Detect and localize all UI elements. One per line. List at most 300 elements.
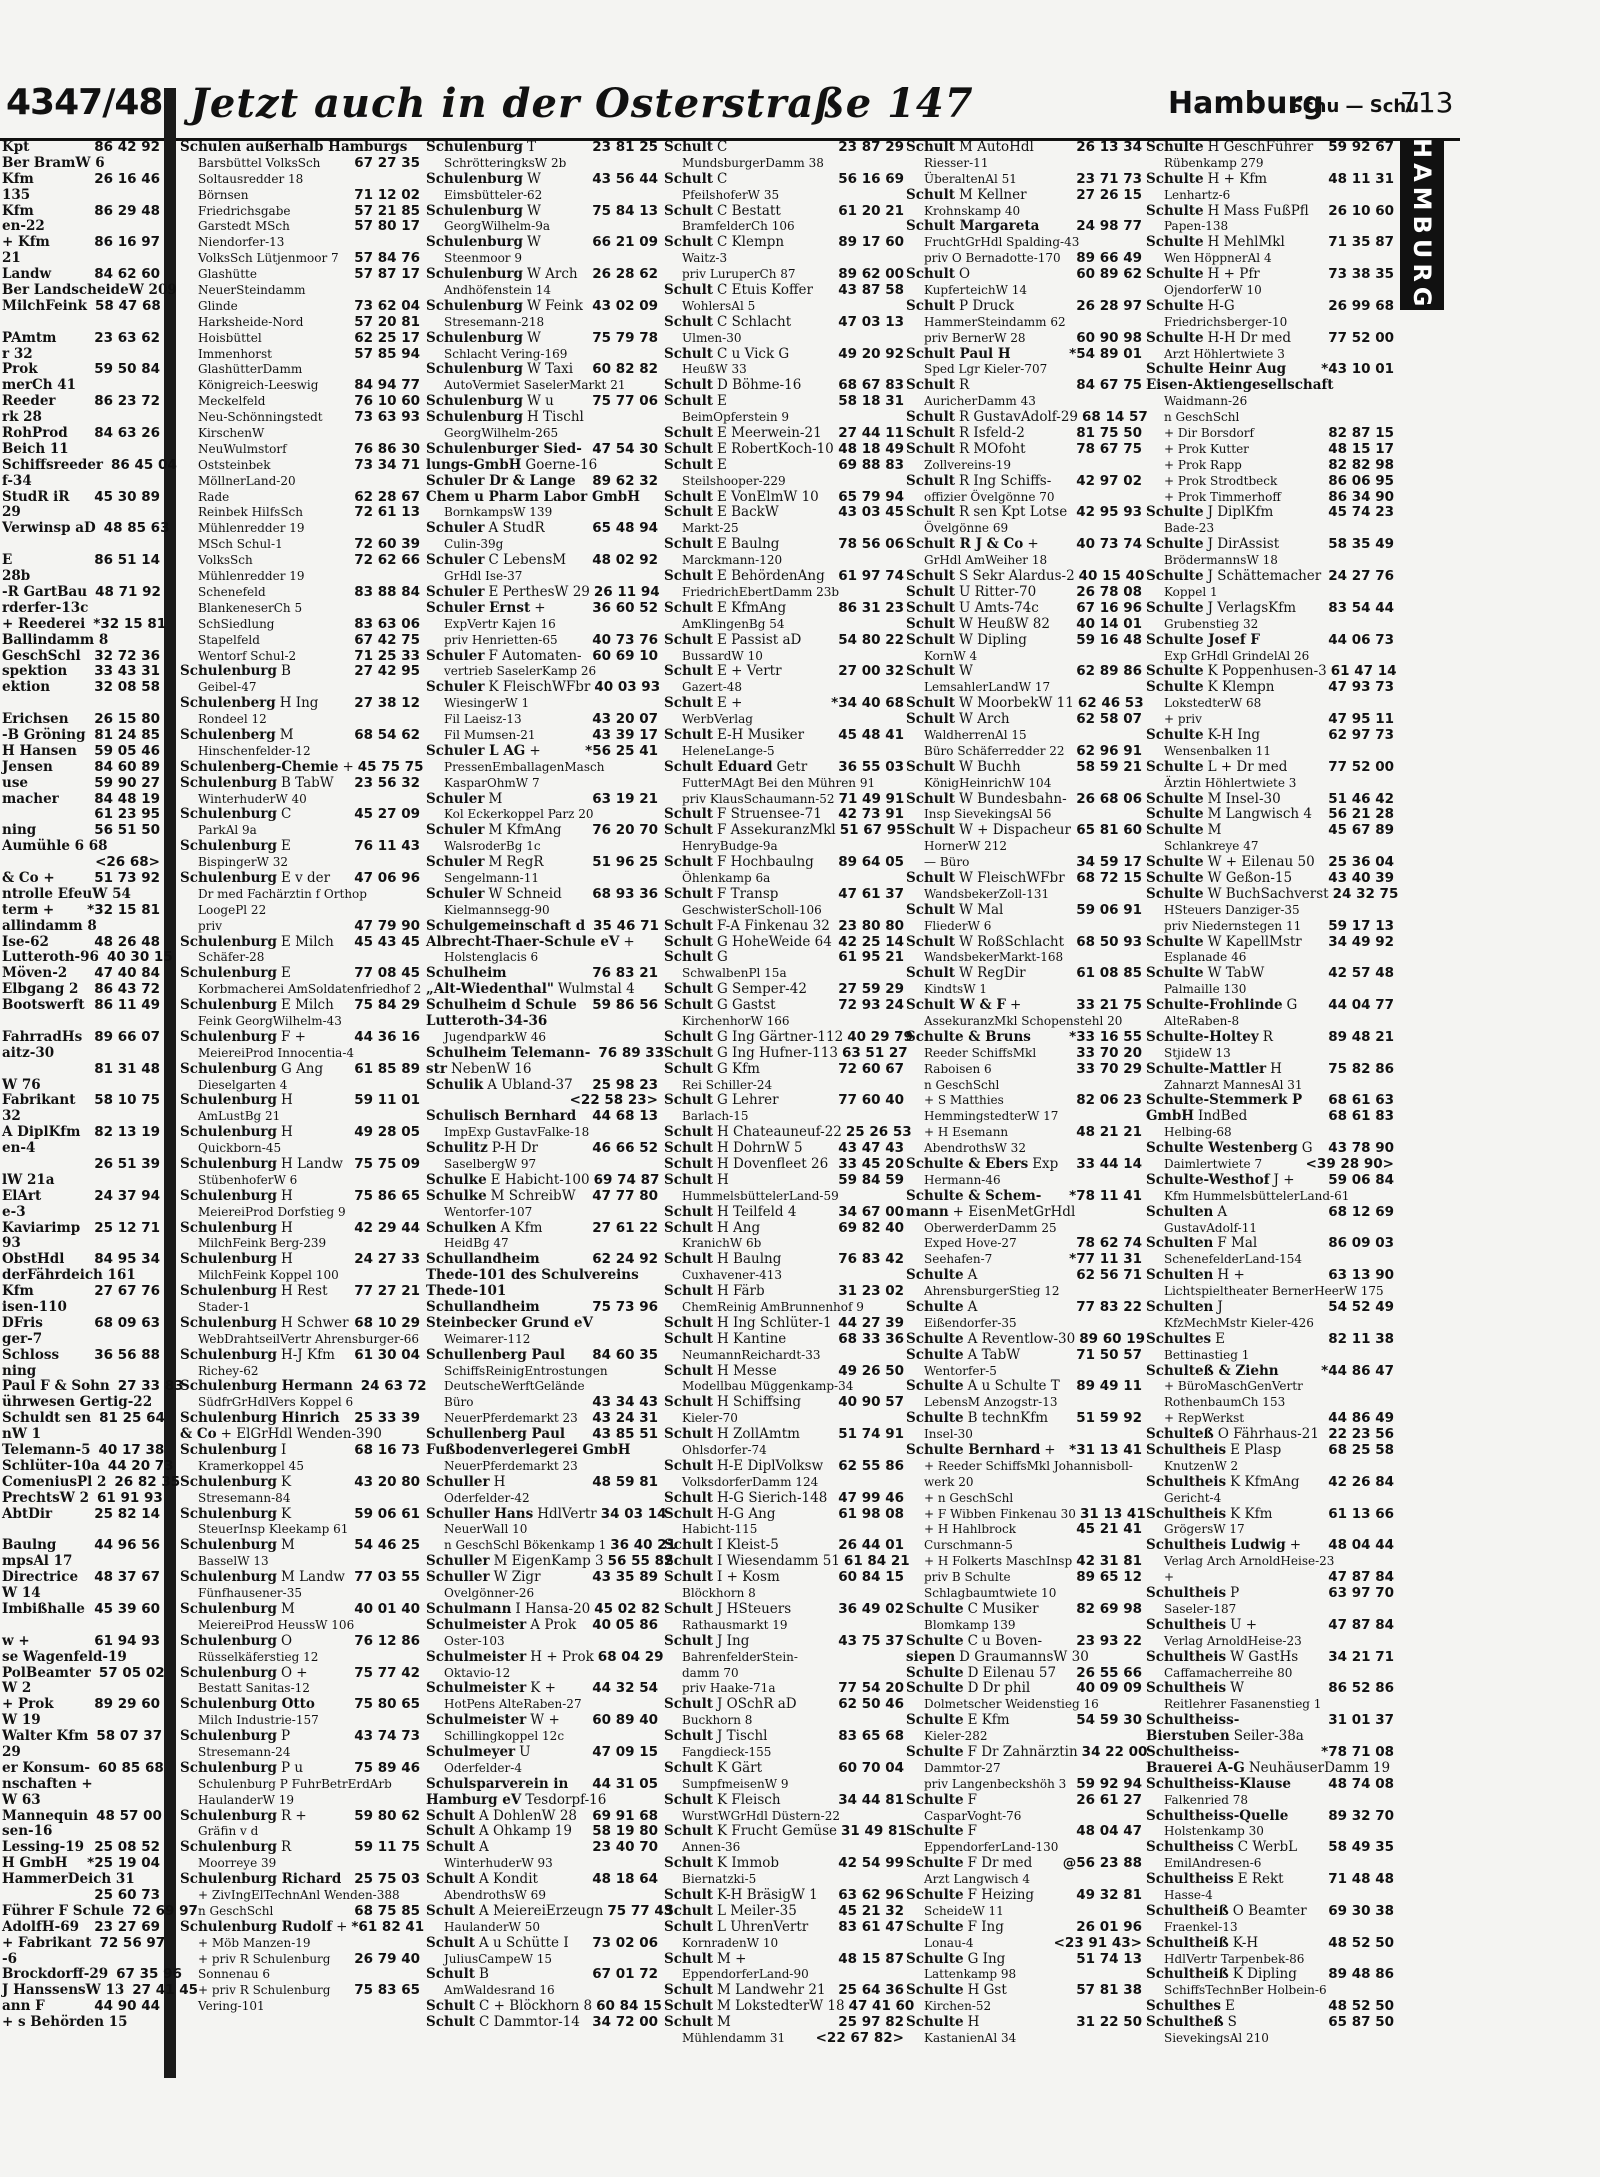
entry-phone: 22 23 56 xyxy=(1328,1426,1394,1443)
directory-entry xyxy=(906,1538,1142,1554)
directory-entry xyxy=(180,680,420,696)
entry-detail: C WerbL xyxy=(1237,1839,1298,1856)
directory-entry xyxy=(180,1936,420,1952)
entry-detail: P xyxy=(1230,1585,1240,1602)
entry-detail: M SchreibW xyxy=(490,1187,576,1204)
entry-detail: P u xyxy=(280,1759,304,1776)
directory-entry xyxy=(426,1681,658,1697)
entry-detail: W HeußW 82 xyxy=(958,615,1050,632)
directory-entry xyxy=(1146,1904,1394,1920)
entry-name: 29 xyxy=(2,1743,21,1760)
entry-name: Schulte xyxy=(1146,663,1204,680)
entry-phone: 82 69 98 xyxy=(1076,1600,1142,1617)
entry-phone: 23 27 69 xyxy=(94,1918,160,1935)
entry-name: Schult xyxy=(906,965,955,982)
entry-name: Schulte xyxy=(1146,568,1204,585)
directory-entry xyxy=(180,378,420,394)
directory-entry xyxy=(426,1600,661,1618)
entry-name: + Fabrikant xyxy=(2,1934,92,1951)
entry-name: Schulik xyxy=(426,1076,484,1093)
entry-detail: F Struensee-71 xyxy=(716,806,822,823)
entry-phone: 67 35 96 xyxy=(116,1966,182,1983)
entry-phone: 59 16 48 xyxy=(1076,631,1142,648)
entry-phone: 42 29 44 xyxy=(354,1219,420,1236)
entry-phone: 48 52 50 xyxy=(1328,1934,1394,1951)
entry-phone: <39 28 90> xyxy=(1305,1156,1394,1172)
entry-phone: 82 06 23 xyxy=(1076,1092,1142,1109)
directory-entry xyxy=(1146,1999,1394,2015)
entry-phone: 59 50 84 xyxy=(94,361,160,378)
entry-phone: 68 16 73 xyxy=(354,1442,420,1459)
directory-entry xyxy=(180,855,420,871)
directory-entry xyxy=(906,1236,1142,1252)
directory-entry xyxy=(2,744,160,760)
entry-name: Schult xyxy=(664,1219,713,1236)
directory-entry xyxy=(1146,1236,1394,1252)
entry-detail: HornerW 212 xyxy=(924,839,1008,854)
directory-entry xyxy=(426,903,658,919)
directory-entry xyxy=(1146,950,1394,966)
directory-entry xyxy=(664,1252,904,1268)
entry-detail: AmKlingenBg 54 xyxy=(682,616,785,631)
entry-name: Schult xyxy=(664,1156,713,1172)
directory-entry xyxy=(1146,490,1394,506)
directory-entry xyxy=(1146,474,1394,490)
directory-entry xyxy=(2,1030,160,1046)
directory-entry xyxy=(2,1759,164,1777)
entry-name: Schult xyxy=(906,869,955,886)
entry-name: Schultheis xyxy=(1146,1505,1227,1522)
entry-name: Schult Margareta xyxy=(906,218,1040,235)
entry-detail: Steilshooper-229 xyxy=(682,473,786,488)
entry-detail: H + Pfr xyxy=(1207,266,1260,283)
entry-phone: 81 24 85 xyxy=(94,726,160,743)
entry-name: Schulte-Westhof xyxy=(1146,1171,1270,1188)
entry-detail: FliederW 6 xyxy=(924,918,992,933)
directory-entry xyxy=(180,1809,420,1825)
entry-detail: H-G Ang xyxy=(716,1505,776,1522)
directory-entry xyxy=(664,188,904,204)
directory-entry xyxy=(906,1475,1142,1491)
directory-entry xyxy=(906,792,1142,808)
entry-phone: 59 11 01 xyxy=(354,1092,420,1109)
entry-phone: 62 46 53 xyxy=(1077,695,1144,712)
thumb-index-tab xyxy=(1400,140,1444,310)
entry-phone: 44 90 44 xyxy=(94,1998,160,2015)
entry-phone: 61 08 85 xyxy=(1076,965,1142,982)
entry-detail: W Arch xyxy=(958,711,1010,728)
directory-entry xyxy=(2,823,160,839)
entry-detail: WinterhuderW 93 xyxy=(444,1856,553,1871)
entry-phone: 68 12 69 xyxy=(1328,1203,1394,1220)
entry-phone: 48 57 00 xyxy=(96,1807,162,1824)
entry-phone: 49 28 05 xyxy=(354,1124,420,1141)
directory-entry xyxy=(664,140,904,156)
entry-phone: 57 21 85 xyxy=(354,202,420,219)
entry-name: ektion xyxy=(2,679,51,696)
entry-phone: 84 60 35 xyxy=(592,1346,658,1363)
directory-entry xyxy=(180,1062,420,1078)
directory-entry xyxy=(180,1522,420,1538)
entry-detail: priv BernerW 28 xyxy=(924,330,1026,345)
entry-detail: Meckelfeld xyxy=(198,394,266,409)
directory-entry xyxy=(664,919,904,935)
entry-name: Schult xyxy=(906,599,955,616)
directory-entry xyxy=(664,792,904,808)
directory-entry xyxy=(180,839,420,855)
directory-entry xyxy=(2,998,160,1014)
entry-name: Schult xyxy=(664,282,713,299)
entry-detail: AmWaldesrand 16 xyxy=(444,1983,555,1998)
directory-entry xyxy=(426,362,658,378)
entry-detail: H Gst xyxy=(967,1982,1007,1999)
entry-detail: HeidBg 47 xyxy=(444,1236,509,1251)
entry-name: Schult xyxy=(664,885,713,902)
directory-entry xyxy=(2,1777,160,1793)
entry-detail: W Dipling xyxy=(958,631,1027,648)
directory-entry xyxy=(906,935,1142,951)
header-name-range: Schu — Schu xyxy=(1290,96,1420,117)
entry-detail: J VerlagsKfm xyxy=(1207,599,1297,616)
entry-name: Schult xyxy=(906,711,955,728)
entry-name: Schultheiß xyxy=(1146,1966,1229,1983)
directory-entry xyxy=(426,1902,674,1920)
entry-detail: Schlacht Vering-169 xyxy=(444,346,568,361)
entry-phone: 43 87 58 xyxy=(838,282,904,299)
entry-detail: E Meerwein-21 xyxy=(716,425,822,442)
directory-entry xyxy=(664,1952,904,1968)
entry-detail: H ZollAmtm xyxy=(716,1426,800,1443)
directory-entry xyxy=(1146,458,1394,474)
directory-entry xyxy=(180,1046,420,1062)
entry-phone: 24 63 72 xyxy=(360,1378,427,1395)
entry-name: Schulenburg xyxy=(180,1314,277,1331)
entry-name: Schult xyxy=(906,663,955,680)
directory-entry xyxy=(664,1109,904,1125)
entry-detail: Oderfelder-42 xyxy=(444,1490,530,1505)
entry-phone: 86 29 48 xyxy=(94,202,160,219)
entry-phone: 62 24 92 xyxy=(592,1251,658,1268)
entry-detail: Reinbek HilfsSch xyxy=(198,505,303,520)
directory-entry xyxy=(664,283,904,299)
entry-detail: K Frucht Gemüse xyxy=(716,1823,838,1840)
entry-name: aitz-30 xyxy=(2,1044,55,1061)
directory-entry xyxy=(2,1014,160,1030)
entry-phone: 44 32 54 xyxy=(592,1680,658,1697)
entry-phone: *34 40 68 xyxy=(831,695,904,712)
directory-entry xyxy=(1146,1157,1394,1173)
entry-name: Schult xyxy=(664,1600,713,1617)
directory-entry xyxy=(664,2031,904,2047)
entry-name: Schult xyxy=(664,695,713,712)
entry-detail: Culin-39g xyxy=(444,537,504,552)
directory-entry xyxy=(426,601,658,617)
directory-entry xyxy=(426,1030,658,1046)
directory-entry xyxy=(180,553,420,569)
entry-detail: Blomkamp 139 xyxy=(924,1617,1016,1632)
directory-entry xyxy=(664,712,904,728)
directory-entry xyxy=(1146,1697,1394,1713)
entry-detail: G Lehrer xyxy=(716,1092,779,1109)
directory-entry xyxy=(906,1936,1142,1952)
directory-entry xyxy=(906,1125,1142,1141)
entry-name: Schulenburg Hermann xyxy=(180,1378,353,1395)
directory-entry xyxy=(906,617,1142,633)
directory-entry xyxy=(906,458,1142,474)
directory-entry xyxy=(180,1777,420,1793)
directory-entry xyxy=(1146,1379,1394,1395)
directory-entry xyxy=(2,696,160,712)
entry-detail: LokstedterW 68 xyxy=(1164,696,1262,711)
entry-detail: Wentorfer-107 xyxy=(444,1204,533,1219)
entry-name: Schuler xyxy=(426,679,485,696)
entry-detail: J Schättemacher xyxy=(1207,568,1322,585)
entry-name: Schulenburg xyxy=(180,663,277,680)
directory-entry xyxy=(1146,1634,1394,1650)
directory-entry xyxy=(664,1522,904,1538)
entry-phone: 40 15 40 xyxy=(1078,568,1145,585)
directory-entry xyxy=(664,1284,904,1300)
entry-name: Schulte xyxy=(1146,170,1204,187)
entry-detail: BasselW 13 xyxy=(198,1554,269,1569)
entry-phone: 59 06 91 xyxy=(1076,901,1142,918)
entry-phone: 23 81 25 xyxy=(592,139,658,155)
entry-detail: E KfmAng xyxy=(716,599,787,616)
directory-entry xyxy=(426,696,658,712)
directory-entry xyxy=(664,1044,908,1062)
entry-name: Schulenburg xyxy=(180,1219,277,1236)
entry-phone: 43 85 51 xyxy=(592,1426,658,1443)
directory-entry xyxy=(426,887,658,903)
directory-entry xyxy=(906,744,1142,760)
entry-detail: C Etuis Koffer xyxy=(716,282,813,299)
entry-phone: 60 69 10 xyxy=(592,647,658,664)
directory-entry xyxy=(1146,1443,1394,1459)
entry-detail: W BuchSachverst xyxy=(1207,885,1329,902)
entry-name: -6 xyxy=(2,1950,17,1967)
directory-entry xyxy=(664,378,904,394)
directory-entry xyxy=(664,1745,904,1761)
directory-entry xyxy=(906,568,1145,585)
entry-phone: 61 47 14 xyxy=(1330,663,1397,680)
entry-detail: Habicht-115 xyxy=(682,1522,758,1537)
entry-detail: O xyxy=(280,1632,293,1649)
entry-name: Schulte Bernhard xyxy=(906,1442,1041,1459)
directory-entry xyxy=(906,1014,1142,1030)
entry-phone: 72 93 24 xyxy=(838,997,904,1014)
entry-name: Lessing-19 xyxy=(2,1839,85,1856)
entry-phone: 54 52 49 xyxy=(1328,1299,1394,1316)
header-city: Hamburg xyxy=(1168,86,1324,121)
entry-detail: + xyxy=(342,758,354,775)
directory-entry xyxy=(664,315,904,331)
directory-entry xyxy=(906,299,1142,315)
directory-entry xyxy=(906,1809,1142,1825)
directory-entry xyxy=(426,1505,667,1523)
entry-name: Schulenburg xyxy=(426,234,523,251)
entry-phone: 36 49 02 xyxy=(838,1600,904,1617)
entry-name: Schult xyxy=(906,790,955,807)
directory-entry xyxy=(906,553,1142,569)
entry-detail: + Prok Strodtbeck xyxy=(1164,473,1278,488)
entry-name: Ber BramW 6 xyxy=(2,154,105,171)
entry-detail: D GraumannsW 30 xyxy=(959,1648,1089,1665)
entry-detail: Soltausredder 18 xyxy=(198,171,304,186)
directory-entry xyxy=(906,537,1142,553)
entry-phone: 60 89 40 xyxy=(592,1712,658,1729)
directory-entry xyxy=(906,1888,1142,1904)
directory-entry xyxy=(664,410,904,426)
entry-detail: SumpfmeisenW 9 xyxy=(682,1776,789,1791)
entry-detail: U Ritter-70 xyxy=(958,583,1037,600)
entry-name: Schulte xyxy=(1146,536,1204,553)
directory-entry xyxy=(664,1028,913,1046)
entry-name: Chem u Pharm Labor GmbH xyxy=(426,488,640,505)
directory-entry xyxy=(906,1554,1142,1570)
directory-entry xyxy=(180,776,420,792)
directory-entry xyxy=(1146,1538,1394,1554)
entry-detail: E RobertKoch-10 xyxy=(716,440,834,457)
entry-detail: Oderfelder-4 xyxy=(444,1760,522,1775)
entry-name: ührwesen Gertig-22 xyxy=(2,1394,153,1411)
directory-entry xyxy=(2,1364,160,1380)
directory-entry xyxy=(180,1443,420,1459)
entry-detail: KasparOhmW 7 xyxy=(444,775,540,790)
entry-detail: M EigenKamp 3 xyxy=(493,1553,604,1570)
directory-entry xyxy=(2,1934,166,1952)
directory-entry xyxy=(180,1078,420,1094)
directory-entry xyxy=(2,140,160,156)
entry-phone: 61 94 93 xyxy=(94,1632,160,1649)
directory-entry xyxy=(906,680,1142,696)
entry-phone: 68 10 29 xyxy=(354,1314,420,1331)
entry-detail: K-H BräsigW 1 xyxy=(716,1886,818,1903)
directory-entry xyxy=(906,409,1148,426)
entry-detail: Ohlsdorfer-74 xyxy=(682,1443,767,1458)
entry-name: Schult xyxy=(664,1092,713,1109)
entry-phone: 45 39 60 xyxy=(94,1600,160,1617)
entry-detail: W Taxi xyxy=(526,361,574,378)
entry-detail: E + Vertr xyxy=(716,663,782,680)
directory-entry xyxy=(1146,998,1394,1014)
entry-name: PAmtm xyxy=(2,329,57,346)
entry-detail: Hermann-46 xyxy=(924,1172,1001,1187)
entry-name: Schult xyxy=(664,1982,713,1999)
entry-name: Schult xyxy=(664,1950,713,1967)
directory-entry xyxy=(426,1648,664,1666)
directory-entry xyxy=(2,1093,160,1109)
entry-phone: 77 54 20 xyxy=(838,1680,904,1697)
directory-entry xyxy=(664,1395,904,1411)
entry-detail: BlankeneserCh 5 xyxy=(198,600,303,615)
entry-detail: Fil Mumsen-21 xyxy=(444,727,536,742)
directory-entry xyxy=(426,1586,658,1602)
entry-detail: Fil Laeisz-13 xyxy=(444,712,522,727)
directory-entry xyxy=(906,283,1142,299)
entry-detail: G Ing Hufner-113 xyxy=(716,1044,838,1061)
entry-detail: EppendorferLand-130 xyxy=(924,1840,1059,1855)
directory-entry xyxy=(2,1793,160,1809)
directory-entry xyxy=(426,2015,658,2031)
entry-detail: H Ang xyxy=(716,1219,761,1236)
entry-phone: 75 84 13 xyxy=(592,202,658,219)
directory-entry xyxy=(426,442,658,458)
entry-phone: 44 31 05 xyxy=(592,1775,658,1792)
directory-entry xyxy=(1146,1570,1394,1586)
entry-name: Schulisch Bernhard xyxy=(426,1108,577,1125)
entry-phone: 65 81 60 xyxy=(1076,822,1142,839)
directory-entry xyxy=(180,1618,420,1634)
directory-entry xyxy=(2,537,160,553)
directory-entry xyxy=(2,776,160,792)
entry-name: DFris xyxy=(2,1314,43,1331)
entry-detail: WandsbekerMarkt-168 xyxy=(924,950,1064,965)
directory-entry xyxy=(1146,521,1394,537)
entry-phone: 61 97 74 xyxy=(838,568,904,585)
entry-phone: 58 18 31 xyxy=(838,393,904,410)
entry-detail: MSch Schul-1 xyxy=(198,537,283,552)
directory-entry xyxy=(2,1538,160,1554)
entry-phone: 31 22 50 xyxy=(1076,2014,1142,2031)
entry-phone: 48 15 17 xyxy=(1328,440,1394,457)
directory-entry xyxy=(426,1856,658,1872)
entry-detail: Schulenburg P FuhrBetrErdArb xyxy=(198,1776,392,1791)
directory-entry xyxy=(2,1109,160,1125)
entry-detail: Weimarer-112 xyxy=(444,1331,531,1346)
entry-name: Schulte xyxy=(906,1886,964,1903)
entry-phone: 33 45 20 xyxy=(838,1156,904,1172)
directory-entry xyxy=(1146,172,1394,188)
entry-detail: M xyxy=(1207,822,1222,839)
entry-detail: + F Wibben Finkenau 30 xyxy=(924,1506,1076,1521)
entry-name: Schulte xyxy=(1146,758,1204,775)
entry-name: W 14 xyxy=(2,1585,41,1602)
entry-detail: Fünfhausener-35 xyxy=(198,1586,302,1601)
entry-detail: Biernatzki-5 xyxy=(682,1872,757,1887)
entry-detail: F Heizing xyxy=(967,1886,1035,1903)
directory-entry xyxy=(906,1904,1142,1920)
entry-phone: 82 13 19 xyxy=(94,1124,160,1141)
entry-detail: Stresemann-84 xyxy=(198,1490,291,1505)
entry-phone: 72 60 39 xyxy=(354,536,420,553)
entry-name: ann F xyxy=(2,1998,45,2015)
entry-phone: 49 32 81 xyxy=(1076,1886,1142,1903)
entry-detail: Vering-101 xyxy=(198,1999,265,2014)
entry-name: Kfm xyxy=(2,170,34,187)
entry-phone: 89 62 32 xyxy=(592,472,658,489)
entry-name: Schulenburg Hinrich xyxy=(180,1410,340,1427)
directory-entry xyxy=(1146,617,1394,633)
entry-detail: B TabW xyxy=(280,774,334,791)
entry-phone: 73 02 06 xyxy=(592,1934,658,1951)
entry-name: Schult xyxy=(664,568,713,585)
directory-entry xyxy=(426,1316,658,1332)
directory-entry xyxy=(426,1553,674,1570)
entry-detail: Schlankreye 47 xyxy=(1164,839,1259,854)
entry-phone: 47 87 84 xyxy=(1328,1569,1394,1586)
entry-name: Schulten xyxy=(1146,1299,1214,1316)
directory-entry xyxy=(906,1157,1142,1173)
entry-phone: 47 87 84 xyxy=(1328,1616,1394,1633)
entry-phone: 26 10 60 xyxy=(1328,202,1394,219)
entry-phone: 42 95 93 xyxy=(1076,504,1142,521)
entry-phone: 47 99 46 xyxy=(838,1489,904,1506)
entry-detail: A TabW xyxy=(967,1346,1021,1363)
entry-detail: W xyxy=(526,329,541,346)
directory-entry xyxy=(426,1221,658,1237)
entry-phone: 40 09 09 xyxy=(1076,1680,1142,1697)
entry-name: Schult xyxy=(664,949,713,966)
